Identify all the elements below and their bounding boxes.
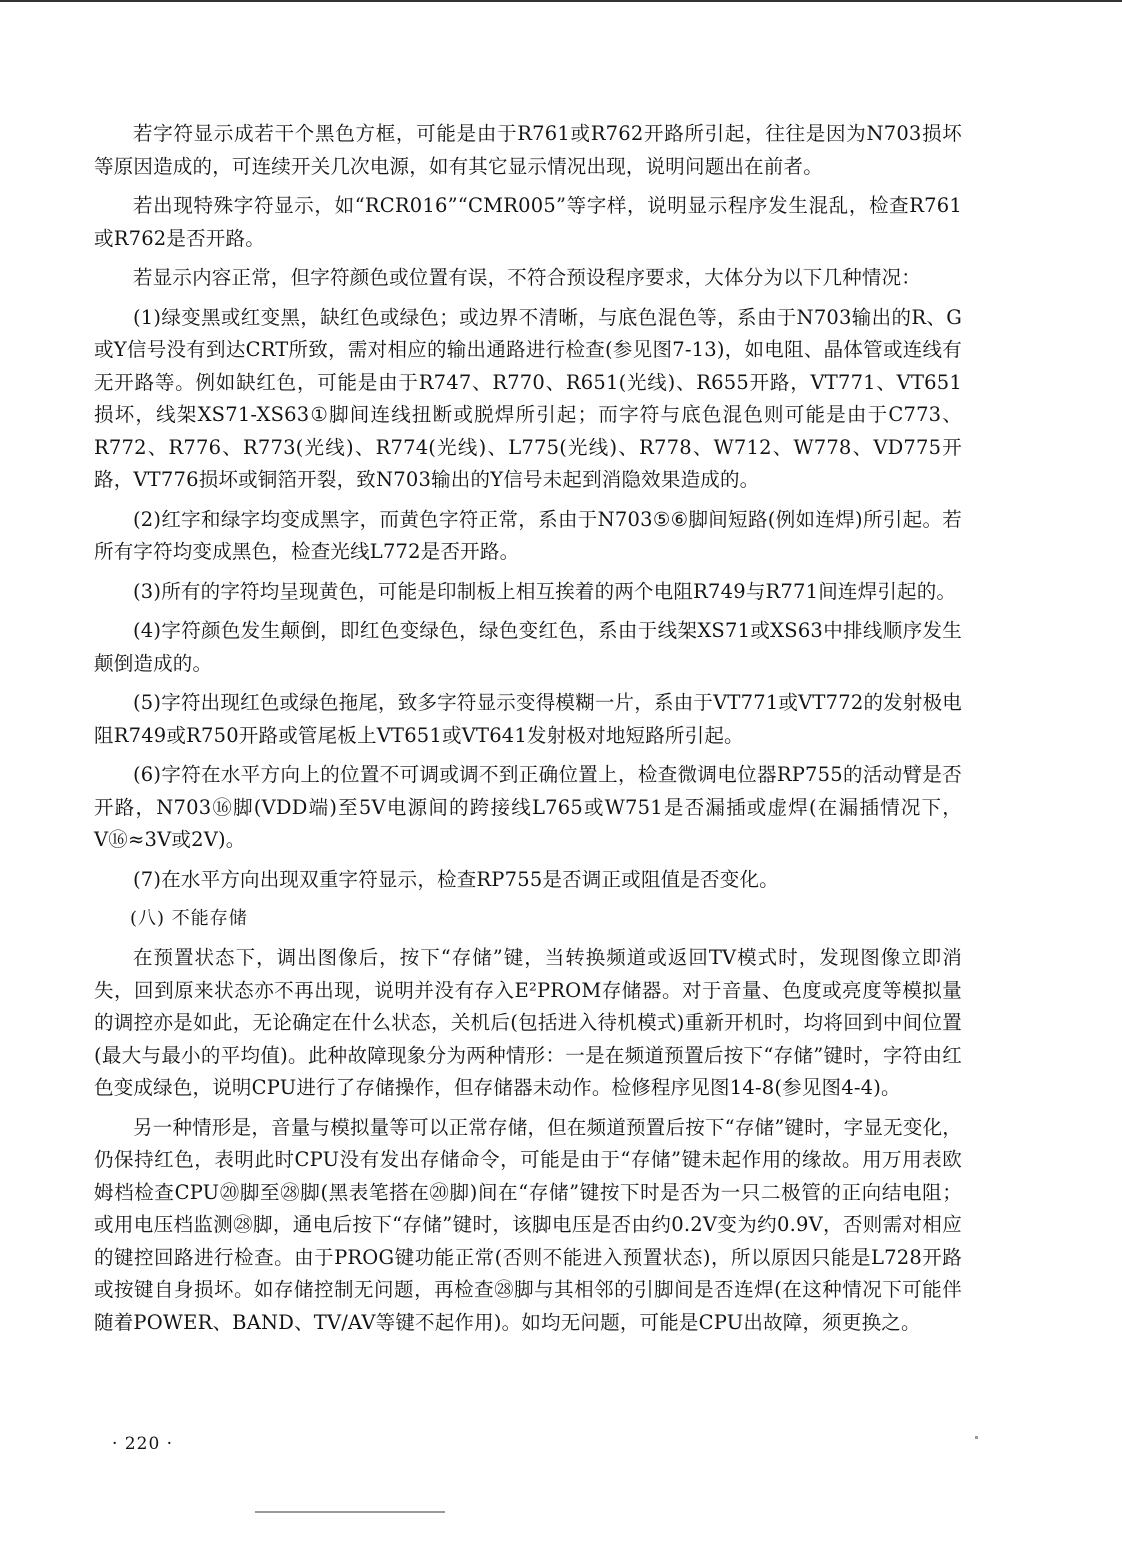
paragraph-color-position: 若显示内容正常，但字符颜色或位置有误，不符合预设程序要求，大体分为以下几种情况： bbox=[133, 266, 922, 289]
paragraph-storage-1: 在预置状态下，调出图像后，按下“存储”键，当转换频道或返回TV模式时，发现图像立即消失，回到原来状态亦不再出现，说明并没有存入E²PROM存储器。对于音量、色度或亮度等模拟量的调控亦是如此，无论确定在什么状态，关机后(包括进入待机模式)重新开机时，均将回到中间位置(最大与最小的平均值)。此种故障现象分为两种情形：一是在频道预置后按下“存储”键时，字符由红色变成绿色，说明CPU进行了存储操作，但存储器未动作。检修程序见图14-8(参见图4-4)。 bbox=[94, 946, 962, 1099]
scan-artifact bbox=[975, 1436, 978, 1439]
page-body bbox=[94, 118, 962, 1346]
paragraph-item-3: (3)所有的字符均呈现黄色，可能是印制板上相互挨着的两个电阻R749与R771间连焊引起的。 bbox=[133, 579, 957, 603]
paragraph-item-6: (6)字符在水平方向上的位置不可调或调不到正确位置上，检查微调电位器RP755的活动臂是否开路，N703⑯脚(VDD端)至5V电源间的跨接线L765或W751是否漏插或虚焊(在漏插情况下，V⑯≈3V或2V)。 bbox=[94, 763, 962, 851]
paragraph-item-5: (5)字符出现红色或绿色拖尾，致多字符显示变得模糊一片，系由于VT771或VT772的发射极电阻R749或R750开路或管尾板上VT651或VT641发射极对地短路所引起。 bbox=[94, 691, 962, 747]
paragraph-item-7: (7)在水平方向出现双重字符显示，检查RP755是否调正或阻值是否变化。 bbox=[133, 867, 779, 891]
paragraph-item-1: (1)绿变黑或红变黑，缺红色或绿色；或边界不清晰，与底色混色等，系由于N703输出的R、G或Y信号没有到达CRT所致，需对相应的输出通路进行检查(参见图7-13)，如电阻、晶体管或连线有无开路等。例如缺红色，可能是由于R747、R770、R651(光线)、R655开路，VT771、VT651损坏，线架XS71-XS63①脚间连线扭断或脱焊所引起；而字符与底色混色则可能是由于C773、R772、R776、R773(光线)、R774(光线)、L775(光线)、R778、W712、W778、VD775开路，VT776损坏或铜箔开裂，致N703输出的Y信号未起到消隐效果造成的。 bbox=[94, 305, 962, 491]
paragraph-storage-2: 另一种情形是，音量与模拟量等可以正常存储，但在频道预置后按下“存储”键时，字显无变化，仍保持红色，表明此时CPU没有发出存储命令，可能是由于“存储”键未起作用的缘故。用万用表欧姆档检查CPU⑳脚至㉘脚(黑表笔搭在⑳脚)间在“存储”键按下时是否为一只二极管的正向结电阻；或用电压档监测㉘脚，通电后按下“存储”键时，该脚电压是否由约0.2V变为约0.9V，否则需对相应的键控回路进行检查。由于PROG键功能正常(否则不能进入预置状态)，所以原因只能是L728开路或按键自身损坏。如存储控制无问题，再检查㉘脚与其相邻的引脚间是否连焊(在这种情况下可能伴随着POWER、BAND、TV/AV等键不起作用)。如均无问题，可能是CPU出故障，须更换之。 bbox=[94, 1115, 962, 1334]
section-heading: (八) 不能存储 bbox=[130, 908, 248, 929]
paragraph-item-2: (2)红字和绿字均变成黑字，而黄色字符正常，系由于N703⑤⑥脚间短路(例如连焊)所引起。若所有字符均变成黑色，检查光线L772是否开路。 bbox=[94, 507, 962, 563]
page-number: · 220 · bbox=[112, 1434, 174, 1454]
scan-top-edge bbox=[0, 0, 1122, 2]
scan-artifact bbox=[255, 1511, 445, 1513]
paragraph-special-chars: 若出现特殊字符显示，如“RCR016”“CMR005”等字样，说明显示程序发生混乱，检查R761或R762是否开路。 bbox=[94, 194, 962, 250]
paragraph-black-boxes: 若字符显示成若干个黑色方框，可能是由于R761或R762开路所引起，往往是因为N703损坏等原因造成的，可连续开关几次电源，如有其它显示情况出现，说明问题出在前者。 bbox=[94, 122, 962, 178]
paragraph-item-4: (4)字符颜色发生颠倒，即红色变绿色，绿色变红色，系由于线架XS71或XS63中排线顺序发生颠倒造成的。 bbox=[94, 619, 962, 675]
